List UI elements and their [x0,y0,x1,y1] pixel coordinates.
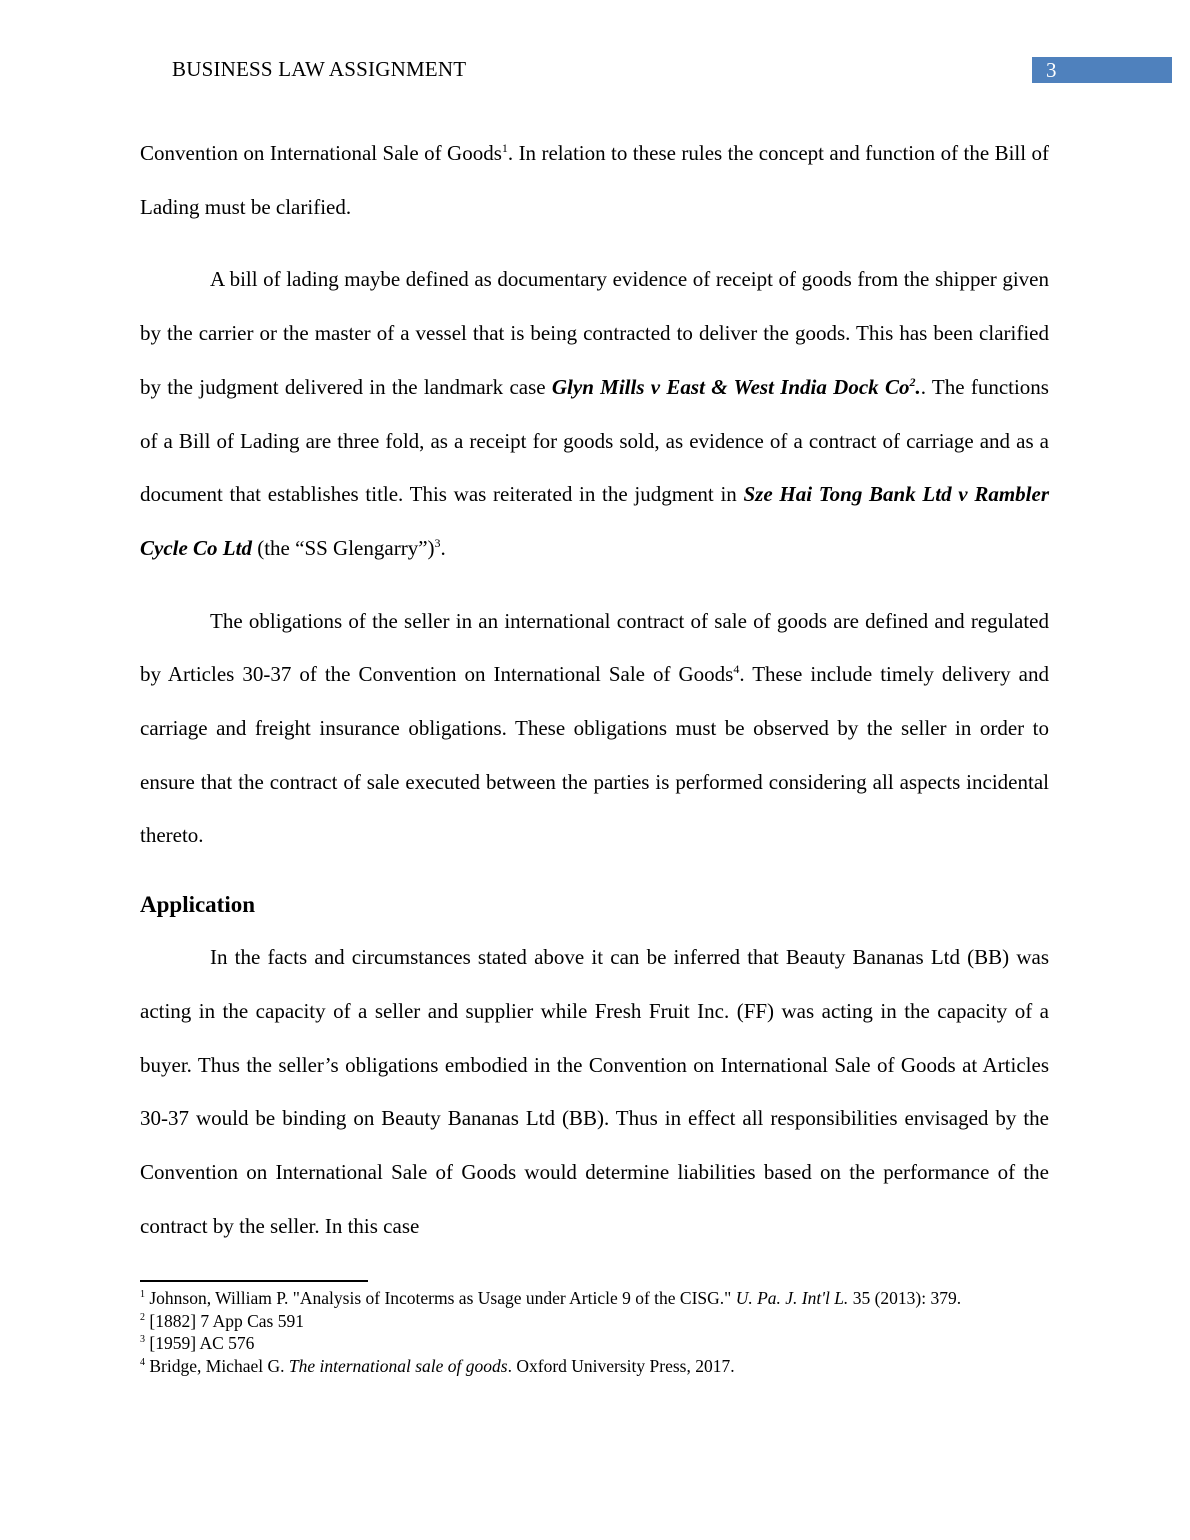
paragraph-4 [140,931,1049,1253]
footnote-text: Bridge, Michael G. [145,1355,289,1376]
text-run: The obligations of the seller in an international contract of sale of goods are defined and regulated by Articles 30-37 of the Convention on International Sale of Goods [140,608,1049,687]
footnote-ref-4[interactable]: 4 [733,662,740,677]
footnote-separator [140,1280,368,1282]
footnote-ref-3[interactable]: 3 [434,535,441,550]
footnotes [140,1287,1049,1377]
text-run: . In relation to these rules the concept and function of the Bill of Lading must be clarified. [140,141,1049,219]
text-run: (the “SS Glengarry”) [251,535,435,560]
text-run: . [440,535,446,560]
header-title: BUSINESS LAW ASSIGNMENT [172,57,467,81]
footnote-2 [140,1310,1049,1333]
footnote-text: Johnson, William P. "Analysis of Incoterms as Usage under Article 9 of the CISG." [145,1288,736,1308]
page-number-badge [1032,57,1172,83]
footnote-number: 1 [140,1289,145,1301]
case-name-glyn-mills: Glyn Mills v East & West India Dock Co [551,374,910,399]
footnote-text: [1959] AC 576 [145,1333,255,1353]
paragraph-3 [140,595,1049,864]
footnote-text: [1882] 7 App Cas 591 [145,1310,304,1331]
footnote-number: 2 [140,1311,145,1323]
footnote-number: 3 [140,1334,145,1346]
footnote-text: . Oxford University Press, 2017. [507,1355,735,1376]
text-run: . The functions of a Bill of Lading are three fold, as a receipt for goods sold, as evidence of a contract of carriage and as a document that establishes title. This was reiterated in the judgment in [140,374,1049,507]
paragraph-1 [140,127,1049,234]
footnote-ref-1[interactable]: 1 [501,141,508,155]
footnote-number: 4 [140,1356,145,1368]
footnote-3 [140,1332,1049,1355]
case-name-end: . [915,374,921,399]
text-run: In the facts and circumstances stated above it can be inferred that Beauty Bananas Ltd (BB) was acting in the capacity of a seller and supplier while Fresh Fruit Inc. (FF) was acting in the capacity of a buyer. Thus the seller’s obligations embodied in the Convention on International Sale of Goods at Articles 30-37 would be binding on Beauty Bananas Ltd (BB). Thus in effect all responsibilities envisaged by the Convention on International Sale of Goods would determine liabilities based on the performance of the contract by the seller. In this case [140,945,1049,1238]
page-number: 3 [1046,58,1057,82]
footnote-text: 35 (2013): 379. [848,1288,962,1308]
footnote-1 [140,1287,1049,1310]
text-run: A bill of lading maybe defined as documentary evidence of receipt of goods from the shipper given by the carrier or the master of a vessel that is being contracted to deliver the goods. This has been clarified by the judgment delivered in the landmark case [140,267,1049,399]
paragraph-2 [140,253,1049,575]
footnote-book-title: The international sale of goods [288,1355,508,1376]
body-text [140,127,1049,1253]
footnote-ref-2[interactable]: 2 [909,374,916,389]
footnote-4 [140,1355,1049,1378]
text-run: . These include timely delivery and carriage and freight insurance obligations. These obligations must be observed by the seller in order to ensure that the contract of sale executed between the parties is performed considering all aspects incidental thereto. [140,662,1050,848]
footnote-journal: U. Pa. J. Int'l L. [735,1288,849,1308]
text-run: Convention on International Sale of Goods [140,141,502,165]
section-heading-application: Application [140,892,256,918]
case-name-sze-hai-tong: Sze Hai Tong Bank Ltd v Rambler Cycle Co Ltd [140,482,1049,560]
